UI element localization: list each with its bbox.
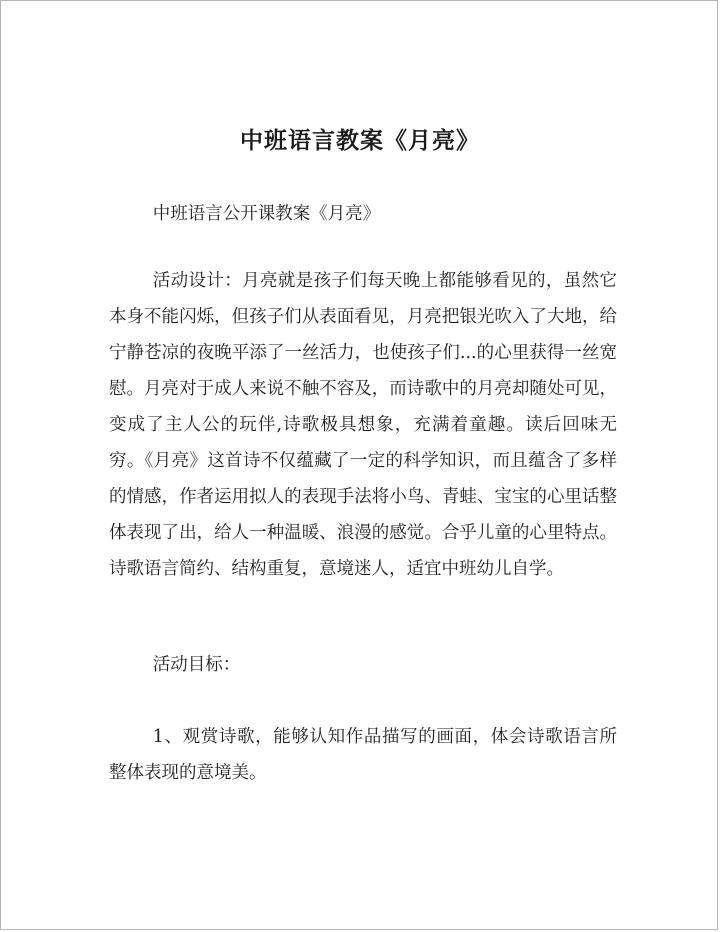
activity-design-paragraph: 活动设计：月亮就是孩子们每天晚上都能够看见的，虽然它本身不能闪烁，但孩子们从表面看见，月亮把银光吹入了大地，给宁静苍凉的夜晚平添了一丝活力，也使孩子们...的心里获得一丝宽慰。月亮对于成人来说不触不容及，而诗歌中的月亮却随处可见，变成了主人公的玩伴,诗歌极具想象，充满着童趣。读后回味无穷。《月亮》这首诗不仅蕴藏了一定的科学知识，而且蕴含了多样的情感，作者运用拟人的表现手法将小鸟、青蛙、宝宝的心里话整体表现了出，给人一种温暖、浪漫的感觉。合乎儿童的心里特点。诗歌语言简约、结构重复，意境迷人，适宜中班幼儿自学。	[109, 271, 617, 579]
subtitle-paragraph: 中班语言公开课教案《月亮》	[152, 204, 381, 224]
goals-heading: 活动目标：	[152, 655, 241, 675]
page-title: 中班语言教案《月亮》	[240, 128, 480, 154]
goal-item-1: 1、观赏诗歌，能够认知作品描写的画面，体会诗歌语言所整体表现的意境美。	[109, 727, 617, 783]
